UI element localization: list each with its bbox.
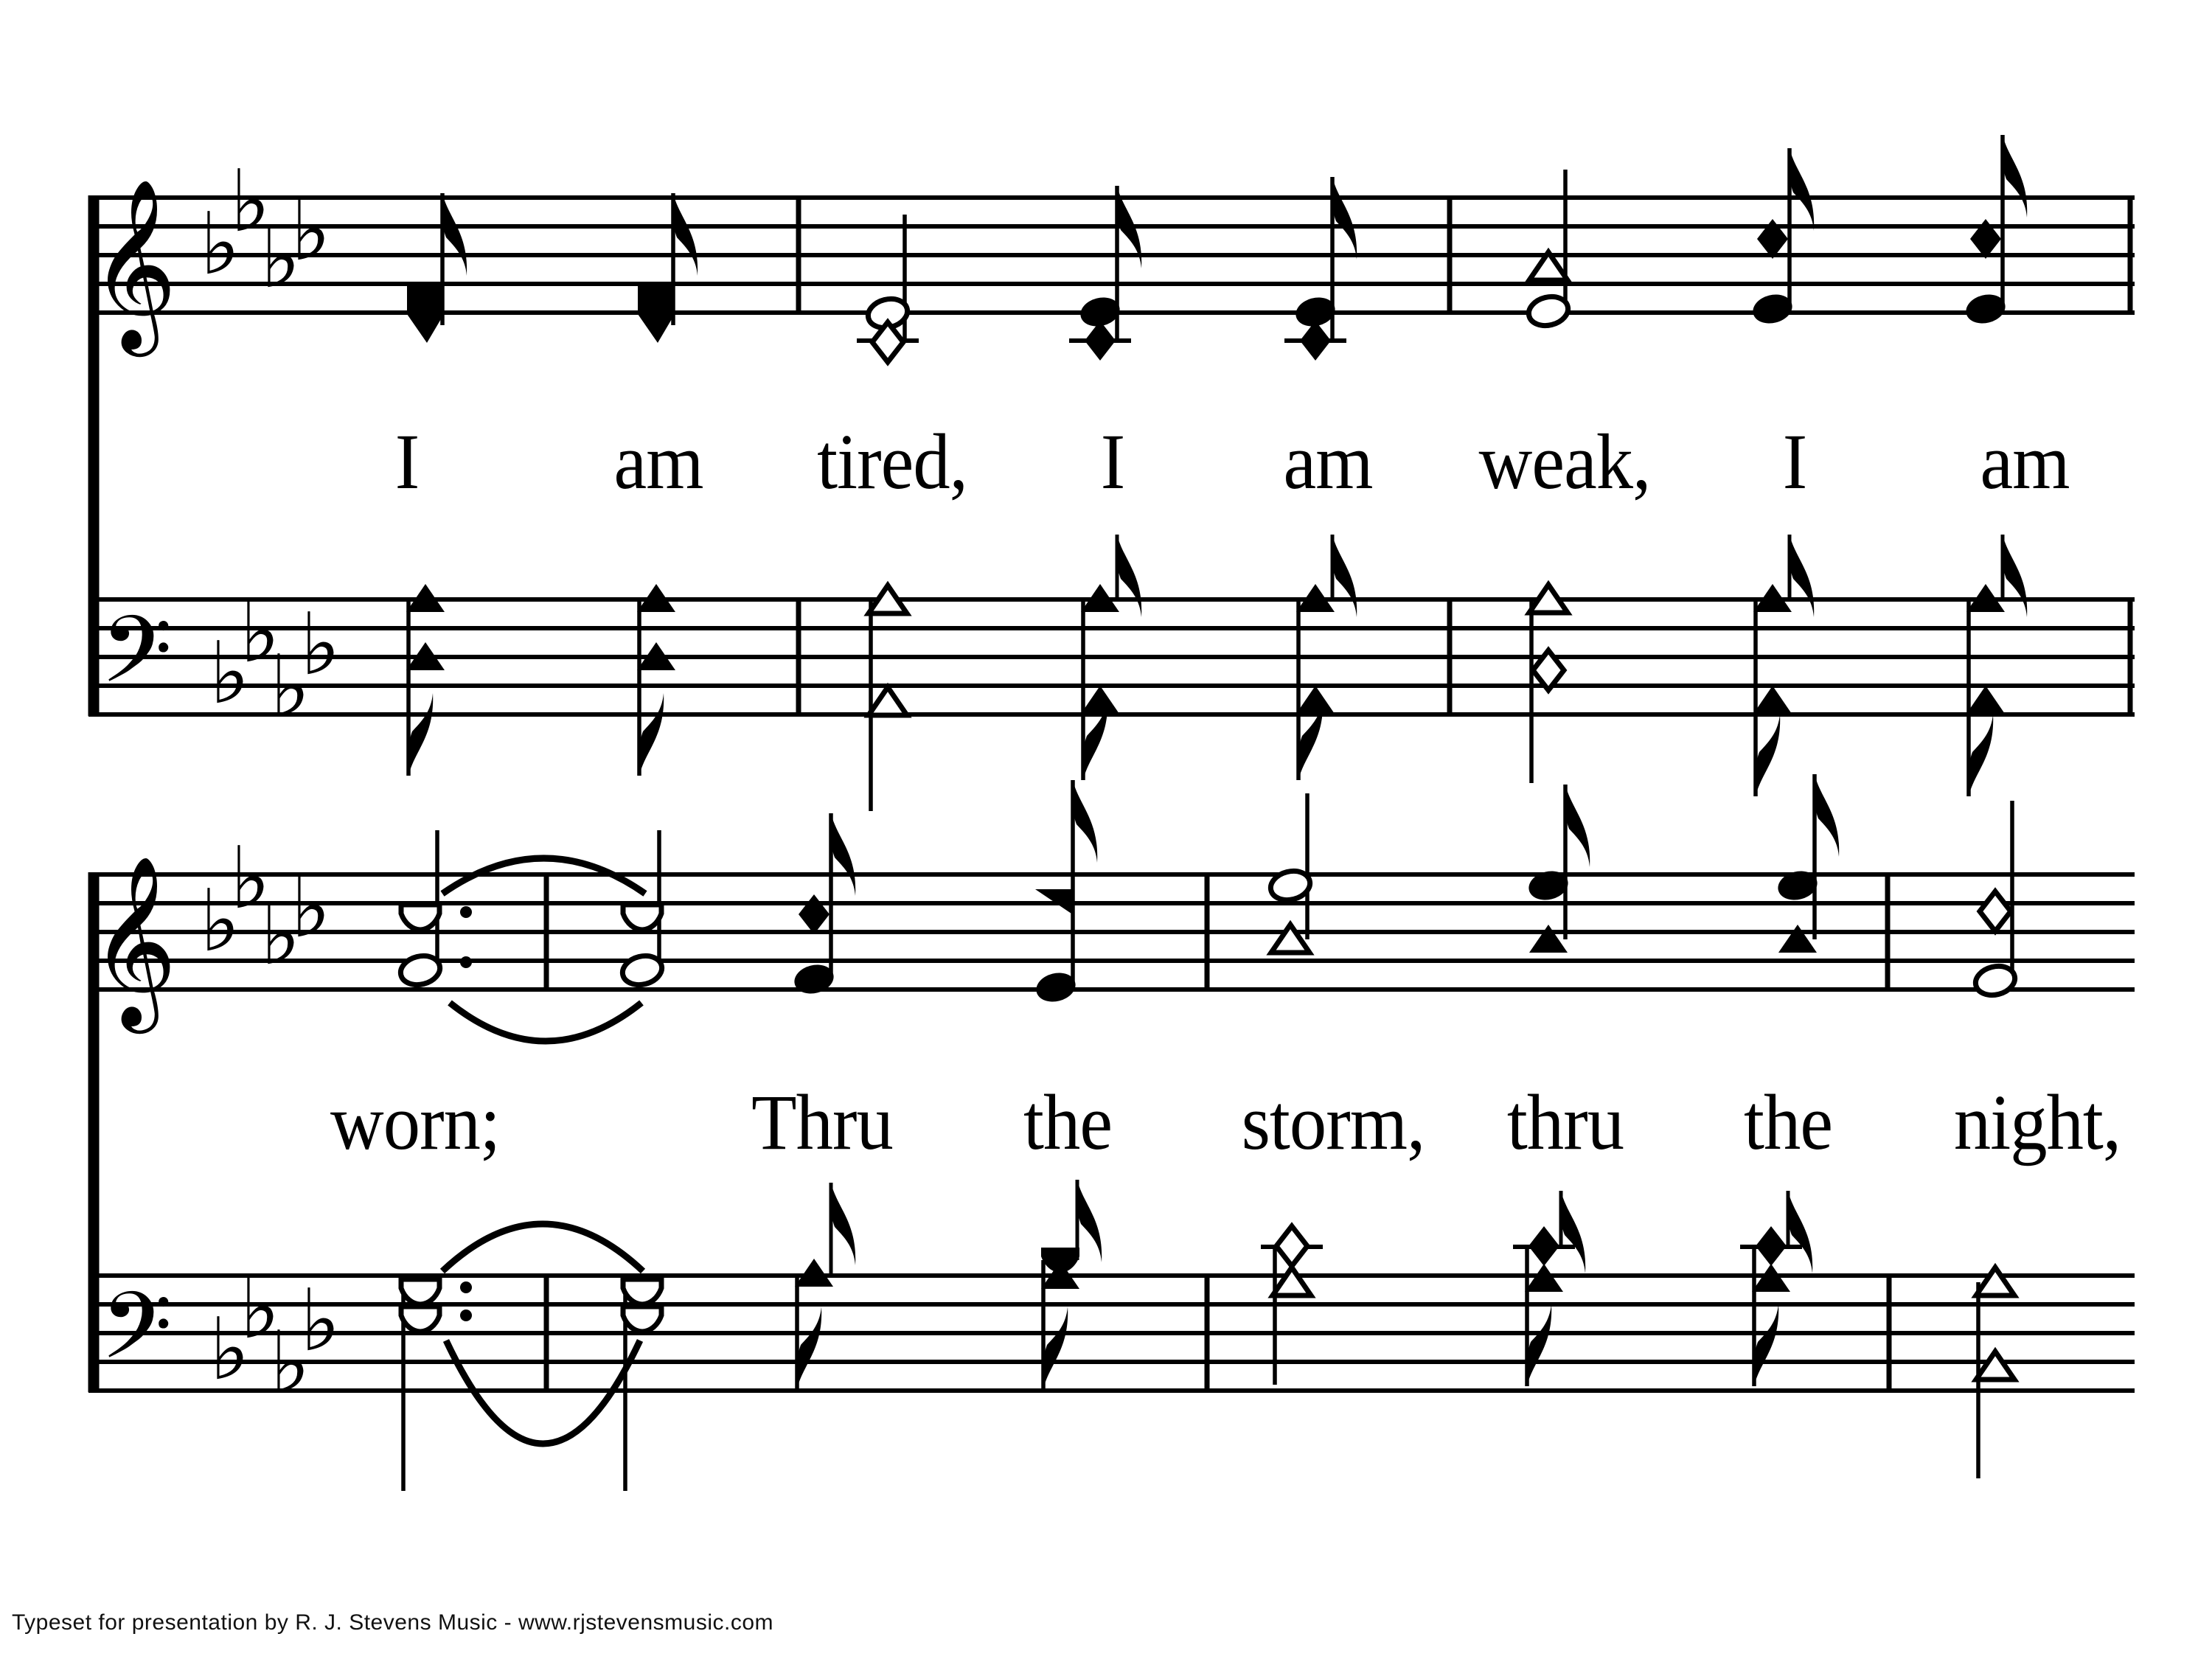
augmentation-dot	[460, 1281, 472, 1293]
notehead-re	[401, 1279, 439, 1304]
eighth-flag	[1526, 1304, 1551, 1386]
eighth-flag	[672, 193, 698, 276]
lyric-word: am	[1283, 419, 1373, 506]
notehead-re	[623, 905, 661, 930]
notehead-re	[623, 1279, 661, 1304]
eighth-flag	[1560, 1191, 1585, 1273]
eighth-flag	[1753, 1304, 1778, 1386]
notehead-triangle-up	[795, 1259, 833, 1287]
lyric-word: weak,	[1478, 419, 1651, 506]
flat-sign-icon: ♭	[230, 152, 271, 251]
notehead-triangle-down	[638, 314, 675, 343]
eighth-flag	[1814, 774, 1839, 857]
notehead-triangle-up	[869, 687, 907, 715]
lyric-word: storm,	[1241, 1079, 1425, 1166]
notehead-triangle-up	[1753, 686, 1792, 714]
eighth-flag	[1968, 714, 1993, 796]
flat-sign-icon: ♭	[260, 208, 301, 307]
eighth-flag	[2002, 535, 2027, 617]
notehead-square	[638, 285, 675, 310]
bass-clef-icon: 𝄢	[100, 1272, 173, 1402]
eighth-flag	[2002, 135, 2027, 218]
lyric-word: am	[613, 419, 703, 506]
flat-sign-icon: ♭	[270, 1313, 310, 1413]
notehead-triangle-down	[407, 314, 444, 343]
flat-sign-icon: ♭	[240, 582, 280, 682]
tie-arc	[450, 1003, 641, 1041]
flat-sign-icon: ♭	[270, 637, 310, 737]
flat-sign-icon: ♭	[209, 624, 250, 723]
lyric-word: I	[1782, 419, 1807, 506]
flat-sign-icon: ♭	[300, 595, 341, 695]
lyric-word: worn;	[330, 1079, 500, 1166]
flat-sign-icon: ♭	[300, 1271, 341, 1371]
eighth-flag	[1332, 535, 1357, 617]
lyric-word: the	[1743, 1079, 1833, 1166]
lyric-word: tired,	[817, 419, 967, 506]
notehead-diamond	[1528, 1226, 1559, 1266]
eighth-flag	[796, 1307, 821, 1389]
notehead-diamond	[1085, 321, 1116, 361]
notehead-triangle-up	[1976, 1267, 2014, 1295]
lyric-word: I	[394, 419, 420, 506]
eighth-flag	[1116, 535, 1141, 617]
notehead-triangle-up	[1966, 686, 2005, 714]
lyric-word: I	[1100, 419, 1125, 506]
eighth-flag	[1787, 1191, 1812, 1273]
notehead-re	[623, 1307, 661, 1332]
notehead-oval	[397, 952, 443, 989]
notehead-triangle-up	[1529, 925, 1568, 953]
eighth-flag	[830, 813, 855, 896]
flat-sign-icon: ♭	[230, 829, 271, 928]
eighth-flag	[1077, 1180, 1102, 1262]
treble-clef-icon: 𝄞	[90, 178, 178, 349]
notehead-re	[401, 905, 439, 930]
eighth-flag	[830, 1183, 855, 1265]
eighth-flag	[1043, 1307, 1068, 1389]
flat-sign-icon: ♭	[200, 872, 240, 971]
notehead-diamond	[1276, 1226, 1307, 1266]
footer-credit: Typeset for presentation by R. J. Stevens Music - www.rjstevensmusic.com	[12, 1610, 774, 1635]
lyric-word: night,	[1953, 1079, 2121, 1166]
flat-sign-icon: ♭	[260, 885, 301, 984]
notehead-triangle-up	[1271, 925, 1310, 953]
notehead-diamond	[1300, 321, 1331, 361]
eighth-flag	[1565, 785, 1590, 867]
augmentation-dot	[460, 956, 472, 968]
bass-clef-icon: 𝄢	[100, 596, 173, 726]
flat-sign-icon: ♭	[209, 1300, 250, 1399]
notehead-diamond	[1756, 1226, 1787, 1266]
eighth-flag	[1755, 714, 1780, 796]
eighth-flag	[1332, 177, 1357, 260]
notehead-diamond	[799, 894, 830, 934]
augmentation-dot	[460, 906, 472, 918]
flat-sign-icon: ♭	[291, 181, 331, 280]
lyric-word: am	[1980, 419, 2070, 506]
notehead-re	[401, 1307, 439, 1332]
notehead-triangle-up	[1296, 686, 1335, 714]
notehead-triangle-up	[1081, 686, 1119, 714]
notehead-square	[407, 285, 444, 310]
treble-clef-icon: 𝄞	[90, 855, 178, 1026]
augmentation-dot	[460, 1310, 472, 1321]
tie-arc	[442, 1224, 643, 1271]
notehead-oval	[1972, 962, 2018, 999]
lyric-word: thru	[1506, 1079, 1624, 1166]
notehead-oval	[1526, 293, 1571, 330]
flat-sign-icon: ♭	[240, 1259, 280, 1358]
notehead-diamond	[1980, 891, 2011, 931]
flat-sign-icon: ♭	[291, 858, 331, 957]
lyric-word: the	[1023, 1079, 1113, 1166]
notehead-oval	[619, 952, 665, 989]
eighth-flag	[1072, 780, 1097, 863]
notehead-triangle-up	[1976, 1352, 2014, 1380]
eighth-flag	[408, 693, 433, 776]
notehead-triangle-up	[1273, 1267, 1311, 1295]
eighth-flag	[442, 193, 467, 276]
eighth-flag	[1789, 148, 1814, 231]
eighth-flag	[639, 693, 664, 776]
eighth-flag	[1789, 535, 1814, 617]
flat-sign-icon: ♭	[200, 195, 240, 294]
lyric-word: Thru	[751, 1079, 893, 1166]
notehead-triangle-up	[1778, 925, 1817, 953]
